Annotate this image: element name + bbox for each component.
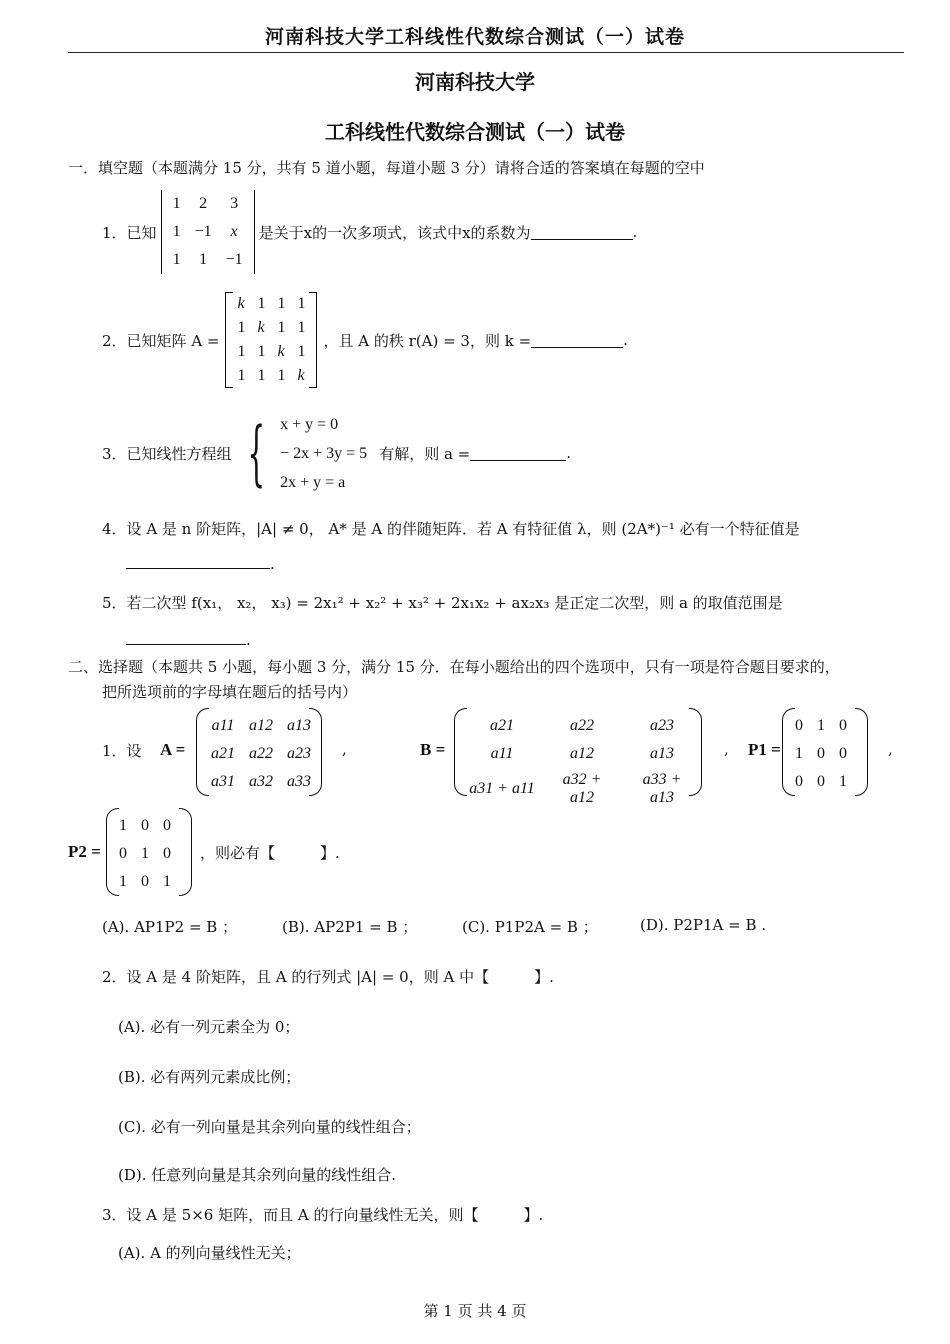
matrix-cell: 0 <box>817 745 825 762</box>
det-cell: 3 <box>230 195 239 212</box>
matrix-cell: 1 <box>163 873 171 890</box>
s1-q1-post: 是关于x的一次多项式，该式中x的系数为 <box>258 223 531 242</box>
matrix-cell: 1 <box>297 343 306 360</box>
matrix-cell: a12 <box>570 745 594 762</box>
school-title: 河南科技大学 <box>415 70 535 94</box>
matrix-cell: 1 <box>237 343 246 360</box>
option-B[interactable]: (B). AP2P1 = B ； <box>282 918 418 936</box>
matrix-cell: 1 <box>277 367 286 384</box>
matrix-cell: 1 <box>257 367 266 384</box>
s2-q2-option-A[interactable]: (A). 必有一列元素全为 0； <box>118 1018 300 1036</box>
section2-heading-line2: 把所选项前的字母填在题后的括号内） <box>102 683 358 701</box>
matrix-cell: 0 <box>817 773 825 790</box>
header-rule <box>68 52 904 53</box>
matrix-cell: 1 <box>119 873 127 890</box>
s2-q1-pre: 设 <box>126 742 142 760</box>
matrix-cell: a23 <box>650 717 674 734</box>
s1-q1-pre: 已知 <box>126 223 157 242</box>
equation: x + y = 0 <box>280 415 339 433</box>
matrix-cell: 1 <box>795 745 803 762</box>
answer-blank[interactable] <box>470 446 566 461</box>
matrix-cell: 0 <box>141 873 149 890</box>
section1-heading: 一．填空题（本题满分 15 分，共有 5 道小题，每道小题 3 分）请将合适的答案填在每题的空中 <box>68 159 705 177</box>
matrix-cell: k <box>297 367 305 384</box>
option-D[interactable]: (D). P2P1A = B . <box>640 916 767 934</box>
comma: , <box>724 740 729 758</box>
s1-q3 <box>102 410 571 496</box>
matrix-cell: 1 <box>257 295 266 312</box>
s2-q2-text: 2．设 A 是 4 阶矩阵，且 A 的行列式 |A| = 0，则 A 中【 】. <box>102 968 554 986</box>
matrix-cell: 0 <box>163 845 171 862</box>
matrix-cell: 0 <box>119 845 127 862</box>
s1-q1 <box>102 190 637 274</box>
s1-q5-text: 若二次型 f(x₁， x₂， x₃) = 2x₁² + x₂² + x₃² + 2x₁x₂ + ax₂x₃ 是正定二次型，则 a 的取值范围是 <box>126 594 783 612</box>
det-cell: 1 <box>172 251 181 268</box>
matrix-P2 <box>106 808 192 896</box>
s1-q3-pre: 已知线性方程组 <box>126 444 232 463</box>
equation: 2x + y = a <box>280 473 346 491</box>
matrix-cell: a22 <box>249 745 273 762</box>
s1-q1-num: 1． <box>102 223 127 242</box>
det-cell: 1 <box>172 195 181 212</box>
matrix-P1 <box>782 708 868 796</box>
matrix-cell: 0 <box>795 717 803 734</box>
s2-q2-option-C[interactable]: (C). 必有一列向量是其余列向量的线性组合； <box>118 1118 421 1136</box>
s1-q3-system <box>280 410 367 497</box>
s1-q2-pre: 已知矩阵 A = <box>126 331 220 350</box>
brace-icon: { <box>246 412 265 494</box>
matrix-cell: 1 <box>297 319 306 336</box>
s2-q1-num <box>102 740 142 761</box>
s1-q5-answer <box>126 630 251 649</box>
matrix-cell: a21 <box>211 745 235 762</box>
page-footer: 第 1 页 共 4 页 <box>423 1302 527 1320</box>
matrix-cell: 1 <box>257 343 266 360</box>
s2-q3-text: 3．设 A 是 5×6 矩阵，而且 A 的行向量线性无关，则【 】. <box>102 1206 544 1224</box>
running-header: 河南科技大学工科线性代数综合测试（一）试卷 <box>264 26 685 48</box>
matrix-cell: 0 <box>163 817 171 834</box>
s1-q4-num: 4． <box>102 520 127 538</box>
comma: , <box>888 740 893 758</box>
matrix-cell: a33 + a13 <box>642 771 682 806</box>
s1-q5-num: 5． <box>102 594 127 612</box>
s1-q2-num: 2． <box>102 331 127 350</box>
matrix-cell: 1 <box>141 845 149 862</box>
comma: , <box>342 740 347 758</box>
s1-q2-matrix <box>225 292 317 388</box>
matrix-cell: a31 <box>211 773 235 790</box>
answer-blank[interactable] <box>126 554 270 569</box>
matrix-cell: 1 <box>277 319 286 336</box>
matrix-cell: a33 <box>287 773 311 790</box>
matrix-cell: 0 <box>839 745 847 762</box>
s1-q5 <box>102 592 783 613</box>
s2-q3-option-A[interactable]: (A). A 的列向量线性无关； <box>118 1244 301 1262</box>
matrix-cell: 1 <box>277 295 286 312</box>
s2-q1-then: ，则必有【 】. <box>200 844 340 862</box>
matrix-cell: 1 <box>237 367 246 384</box>
matrix-cell: 1 <box>297 295 306 312</box>
det-cell: −1 <box>194 223 212 240</box>
section2-heading-line1: 二、选择题（本题共 5 小题，每小题 3 分，满分 15 分．在每小题给出的四个选项中，只有一项是符合题目要求的， <box>68 658 840 676</box>
det-cell: 1 <box>199 251 208 268</box>
s1-q4-end: . <box>270 555 275 573</box>
matrix-A <box>196 708 322 796</box>
matrix-cell: k <box>257 319 265 336</box>
matrix-cell: 0 <box>839 717 847 734</box>
matrix-cell: a21 <box>490 717 514 734</box>
equation: − 2x + 3y = 5 <box>280 444 368 462</box>
det-cell: 2 <box>199 195 208 212</box>
matrix-cell: k <box>237 295 245 312</box>
matrix-A-label: A = <box>160 740 186 759</box>
matrix-cell: a11 <box>490 745 514 762</box>
s1-q4-answer <box>126 554 275 573</box>
matrix-B <box>454 708 702 806</box>
exam-title: 工科线性代数综合测试（一）试卷 <box>325 120 625 144</box>
matrix-cell: a13 <box>287 717 311 734</box>
matrix-cell: a13 <box>650 745 674 762</box>
matrix-cell: a32 <box>249 773 273 790</box>
matrix-cell: k <box>277 343 285 360</box>
matrix-cell: 1 <box>237 319 246 336</box>
matrix-cell: a11 <box>211 717 235 734</box>
s1-q4-text: 设 A 是 n 阶矩阵，|A| ≠ 0， A* 是 A 的伴随矩阵．若 A 有特征值 λ，则 (2A*)⁻¹ 必有一个特征值是 <box>126 520 800 538</box>
s1-q3-num: 3． <box>102 444 127 463</box>
matrix-cell: 0 <box>795 773 803 790</box>
matrix-B-label: B = <box>420 740 446 759</box>
s2-q2-option-D[interactable]: (D). 任意列向量是其余列向量的线性组合. <box>118 1166 397 1184</box>
det-cell: −1 <box>225 251 243 268</box>
matrix-cell: 1 <box>817 717 825 734</box>
answer-blank[interactable] <box>531 225 633 240</box>
det-cell: 1 <box>172 223 181 240</box>
matrix-cell: 1 <box>839 773 847 790</box>
s1-q2-post: ，且 A 的秩 r(A) = 3，则 k = <box>323 331 532 350</box>
s2-q2-option-B[interactable]: (B). 必有两列元素成比例； <box>118 1068 301 1086</box>
matrix-cell: 1 <box>119 817 127 834</box>
s1-q3-end: . <box>566 444 572 462</box>
s1-q1-end: . <box>632 223 638 241</box>
s1-q4 <box>102 518 800 539</box>
s1-q5-end: . <box>246 631 251 649</box>
matrix-cell: a23 <box>287 745 311 762</box>
s1-q1-determinant <box>161 190 255 274</box>
s1-q2-end: . <box>623 331 628 349</box>
matrix-cell: a31 + a11 <box>469 780 535 797</box>
matrix-cell: 0 <box>141 817 149 834</box>
det-cell: x <box>230 223 238 240</box>
answer-blank[interactable] <box>531 333 623 348</box>
option-C[interactable]: (C). P1P2A = B ； <box>462 918 598 936</box>
matrix-cell: a32 + a12 <box>562 771 602 806</box>
matrix-P1-label: P1 = <box>748 740 781 759</box>
matrix-cell: a12 <box>249 717 273 734</box>
matrix-cell: a22 <box>570 717 594 734</box>
answer-blank[interactable] <box>126 630 246 645</box>
s1-q2 <box>102 286 628 394</box>
option-A[interactable]: (A). AP1P2 = B ； <box>102 918 238 936</box>
s2-q1-num-text: 1． <box>102 742 127 760</box>
s1-q3-post: 有解，则 a = <box>379 444 471 463</box>
matrix-P2-label: P2 = <box>68 842 101 861</box>
